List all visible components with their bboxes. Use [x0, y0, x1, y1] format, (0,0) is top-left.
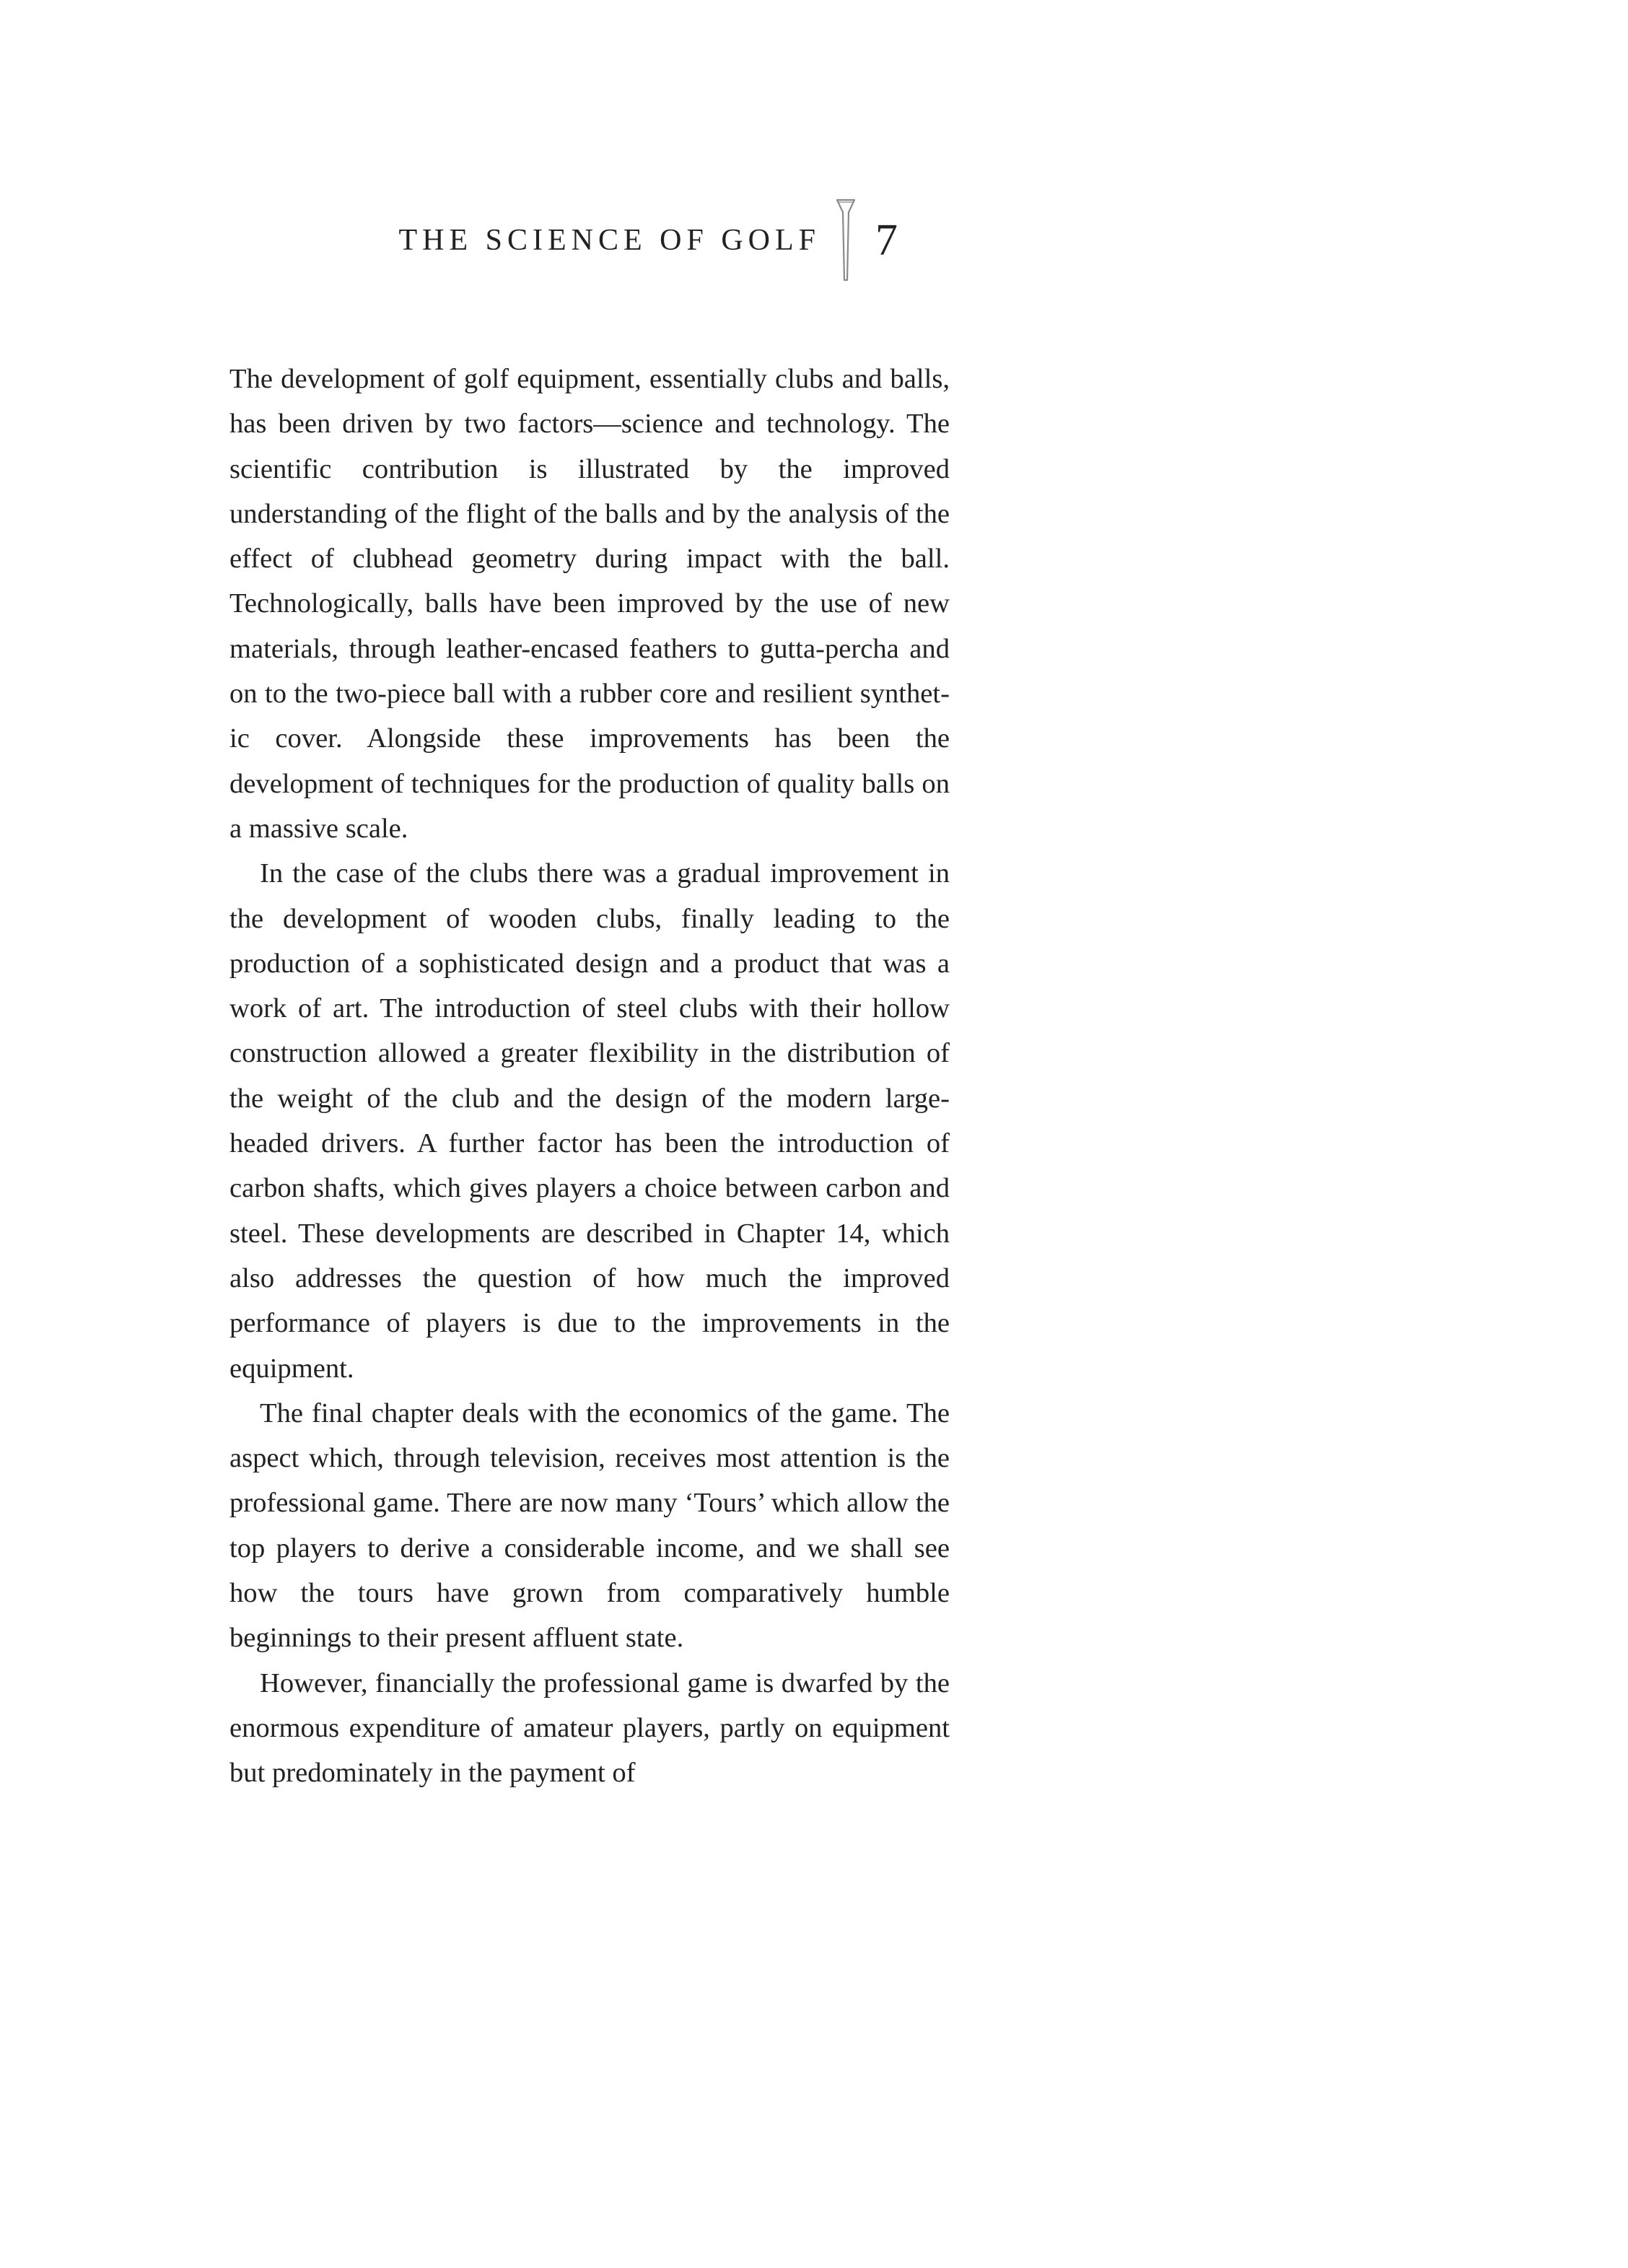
- paragraph-2: In the case of the clubs there was a gradual improvement in the development of wooden clubs, finally leading to the production of a sophisticated design and a product that was a work of art. The introduction of steel clubs with their hollow construction allowed a greater flexibility in the distribution of the weight of the club and the design of the modern large-headed drivers. A further factor has been the introduction of carbon shafts, which gives players a choice between carbon and steel. These developments are described in Chapter 14, which also addresses the question of how much the improved performance of players is due to the improvements in the equipment.: [229, 858, 950, 1384]
- paragraph-4: However, financially the professional game is dwarfed by the enormous expenditure of amateur players, partly on equipment but predominately in the payment of: [229, 1667, 950, 1789]
- paragraph-3: The final chapter deals with the economics of the game. The aspect which, through television, receives most attention is the professional game. There are now many ‘Tours’ which allow the top players to derive a considerable income, and we shall see how the tours have grown from comparatively humble beginnings to their present affluent state.: [229, 1397, 950, 1654]
- body-text: [229, 357, 950, 1796]
- page-number: 7: [875, 216, 898, 265]
- running-head: [398, 193, 898, 287]
- running-title: THE SCIENCE OF GOLF: [398, 224, 820, 257]
- golf-tee-icon: [835, 198, 857, 283]
- paragraph-1: The development of golf equipment, essentially clubs and balls, has been driven by two factors—science and technology. The scientific contribution is illustrated by the improved understanding of the flight of the balls and by the analysis of the effect of clubhead geometry during impact with the ball. Technologically, balls have been improved by the use of new materials, through leather-encased feathers to gutta-percha and on to the two-piece ball with a rubber core and resilient synthetic cover. Alongside these improvements has been the development of techniques for the production of quality balls on a massive scale.: [229, 364, 950, 844]
